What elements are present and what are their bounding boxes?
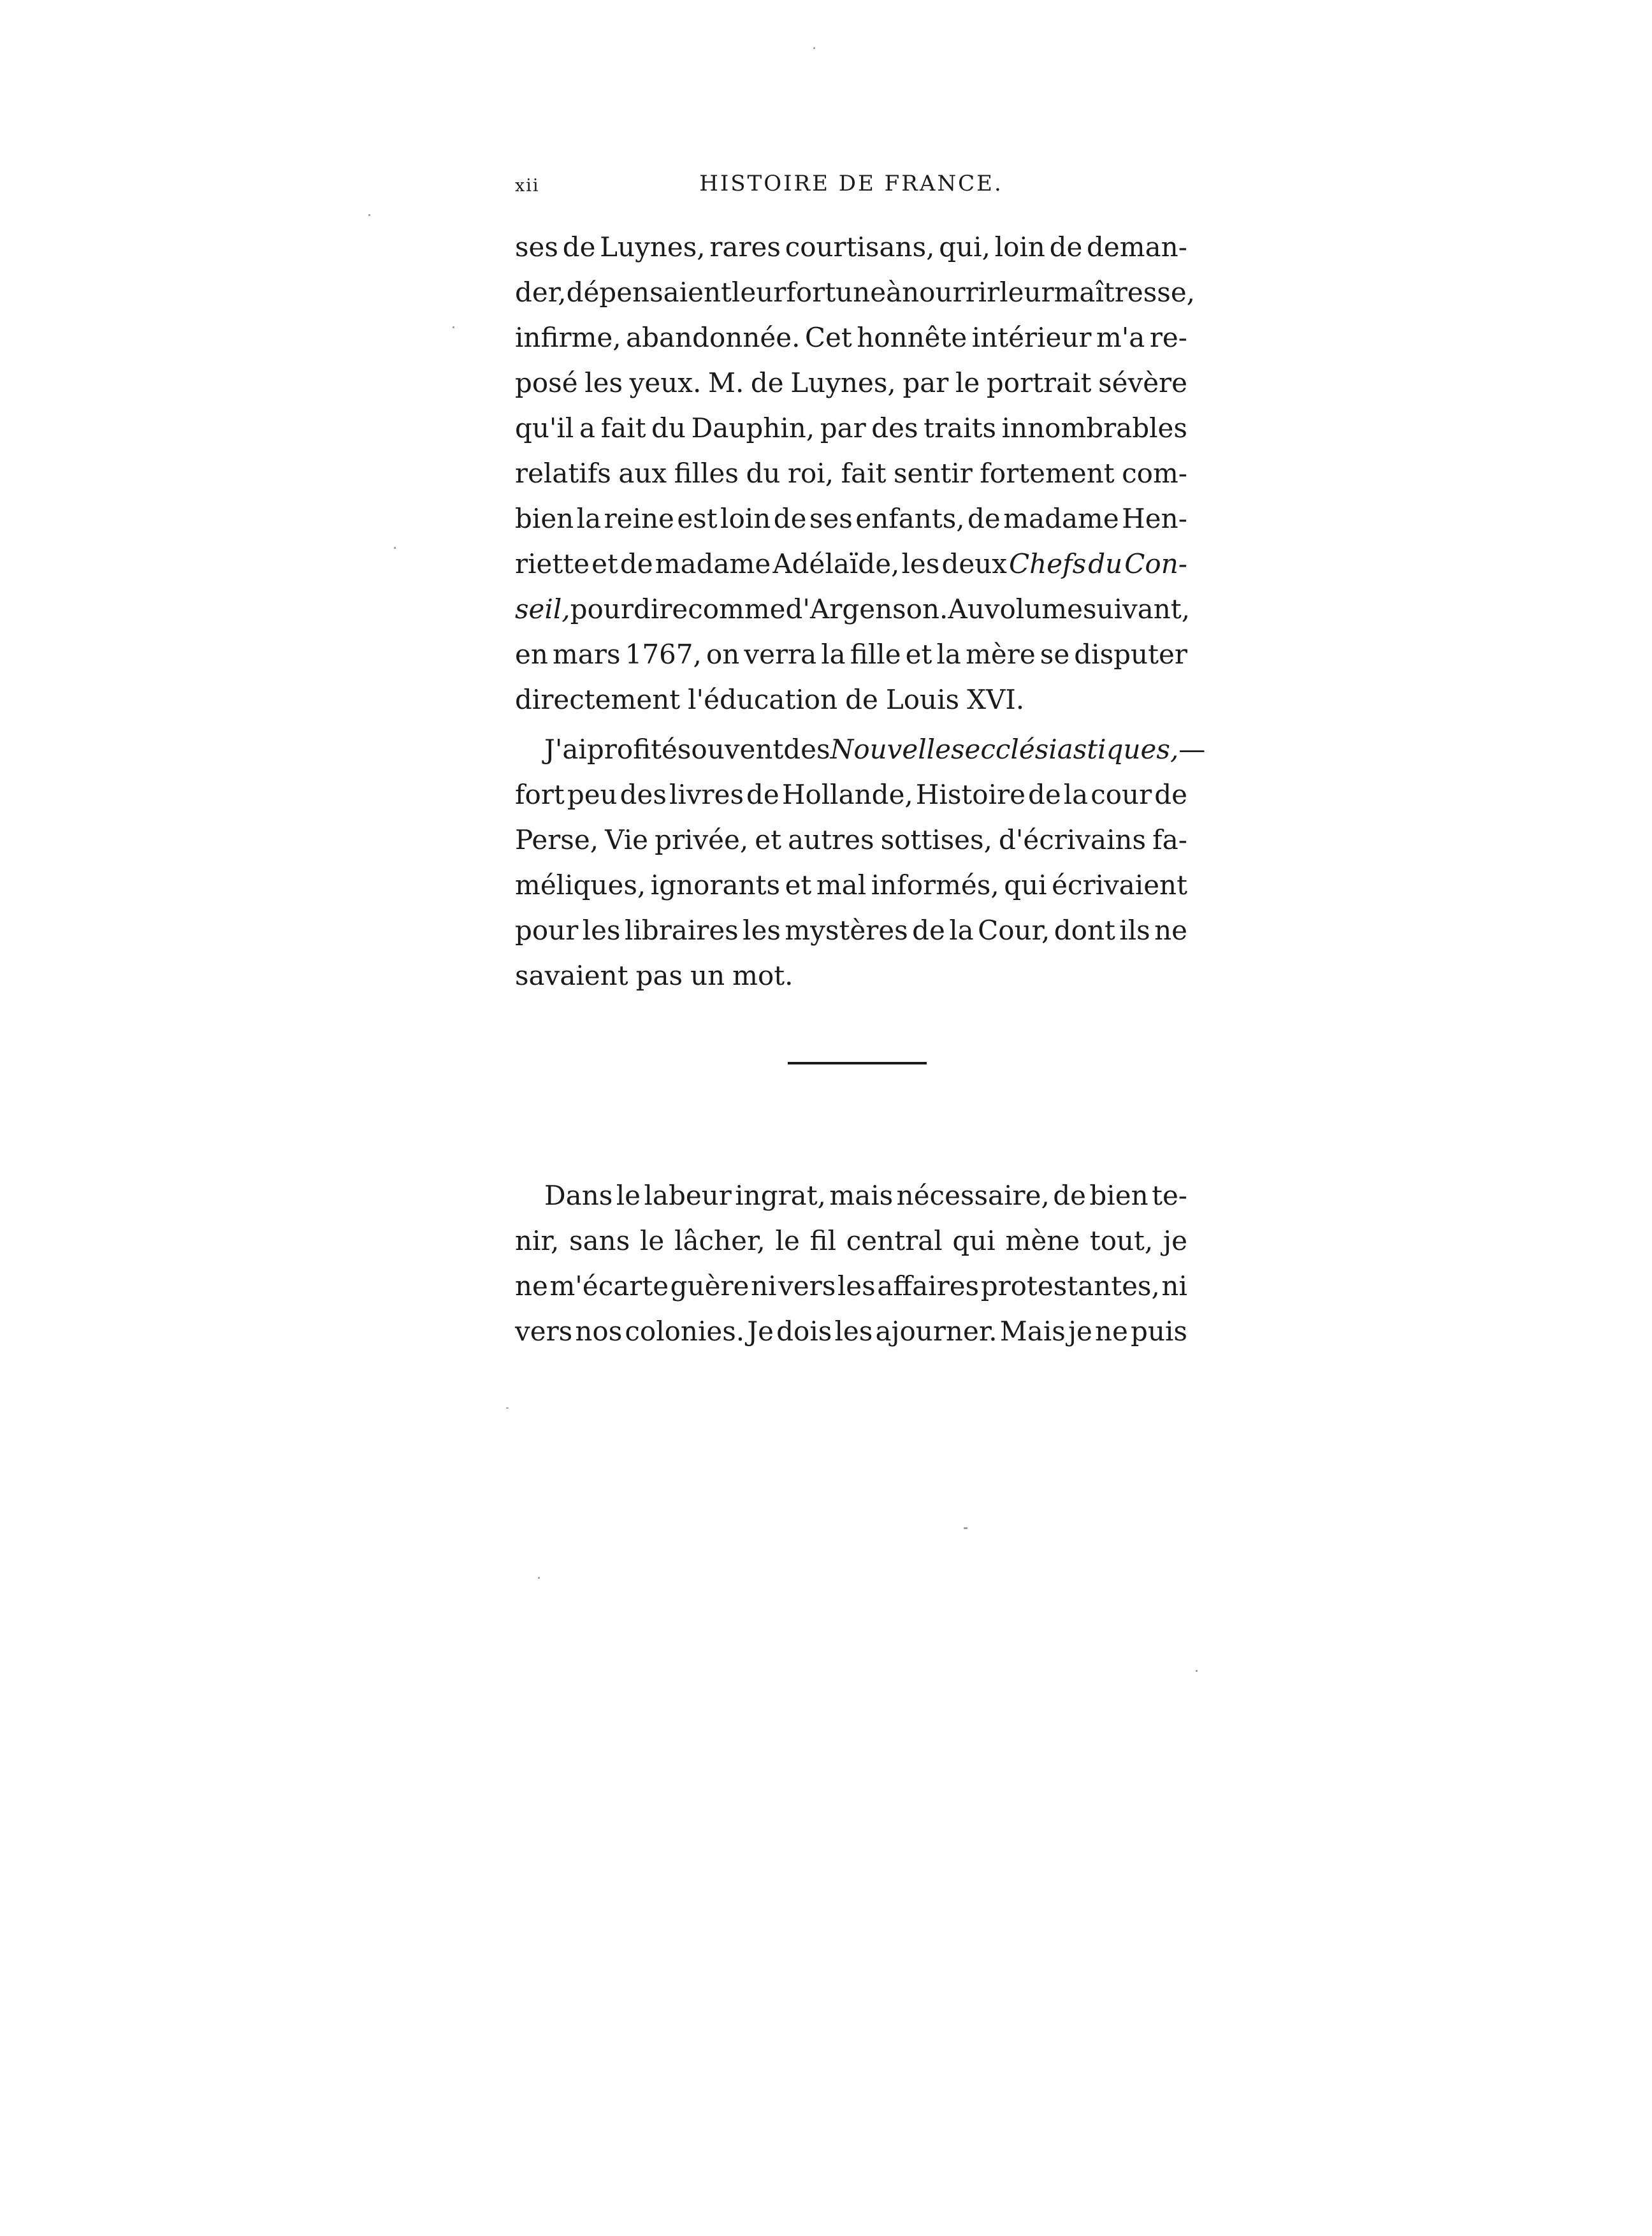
scan-speck — [506, 1407, 509, 1409]
word: Cour, — [978, 915, 1050, 946]
text-line — [515, 1263, 1187, 1309]
word: Con- — [1124, 548, 1187, 579]
word: m'écarte — [549, 1270, 669, 1302]
word: madame — [655, 548, 771, 579]
word: Adélaïde, — [772, 548, 900, 579]
word: mène — [1005, 1225, 1080, 1256]
word: du — [1088, 548, 1123, 579]
page-number: xii — [515, 176, 540, 196]
scan-speck — [453, 326, 454, 328]
word: un — [690, 960, 725, 991]
word: aux — [618, 458, 667, 489]
word: nourrir — [902, 277, 1000, 308]
word: relatifs — [515, 458, 611, 489]
text-line — [515, 315, 1187, 360]
scan-speck — [964, 1527, 967, 1529]
word: pour — [515, 915, 579, 946]
word: loin — [994, 231, 1045, 263]
word: des — [871, 412, 918, 444]
paragraph-labeur — [515, 1173, 1187, 1354]
word: innombrables — [1001, 412, 1187, 444]
word: fortune — [786, 277, 887, 308]
word: ajourner. — [875, 1316, 997, 1347]
word: de — [1053, 1180, 1086, 1211]
word: fa- — [1152, 824, 1187, 855]
word: fort — [515, 779, 565, 810]
word: on — [706, 639, 740, 670]
word: écrivaient — [1052, 869, 1187, 901]
scan-speck — [538, 1577, 540, 1579]
word: intérieur — [971, 322, 1092, 353]
word: se — [1040, 639, 1070, 670]
word: mais — [829, 1180, 894, 1211]
word: tout, — [1089, 1225, 1154, 1256]
word: der, — [515, 277, 567, 308]
word: méliques, — [515, 869, 646, 901]
word: Au — [948, 593, 985, 625]
word: qui — [1004, 869, 1047, 901]
word: fortement — [980, 458, 1115, 489]
word: du — [651, 412, 686, 444]
text-line — [515, 270, 1196, 315]
text-line — [515, 586, 1191, 632]
running-title: HISTOIRE DE FRANCE. — [699, 171, 1003, 196]
word: le — [616, 1180, 641, 1211]
word: re- — [1149, 322, 1187, 353]
word: d'écrivains — [998, 824, 1147, 855]
word: — — [1178, 734, 1206, 765]
word: reine — [604, 503, 674, 534]
word: ecclésiastiques, — [964, 734, 1179, 765]
word: ni — [750, 1270, 777, 1302]
word: ni — [1161, 1270, 1187, 1302]
word: de — [773, 503, 807, 534]
word: la — [576, 503, 602, 534]
text-line — [515, 1309, 1187, 1354]
word: rares — [709, 231, 781, 263]
word: maîtresse, — [1054, 277, 1196, 308]
text-line — [515, 451, 1187, 496]
word: je — [1068, 1316, 1092, 1347]
word: mère — [966, 639, 1036, 670]
scan-speck — [1196, 1670, 1198, 1672]
scan-speck — [368, 214, 370, 216]
word: Louis — [885, 684, 960, 715]
word: livres — [669, 779, 744, 810]
word: ses — [515, 231, 558, 263]
word: par — [902, 367, 949, 398]
word: les — [584, 367, 623, 398]
word: volume — [984, 593, 1083, 625]
word: de — [967, 503, 1001, 534]
word: leur — [999, 277, 1054, 308]
word: la — [1063, 779, 1089, 810]
word: de — [845, 684, 878, 715]
word: de — [1027, 779, 1061, 810]
word: colonies. — [625, 1316, 745, 1347]
word: de — [562, 231, 596, 263]
text-line — [515, 772, 1187, 817]
word: ne — [1154, 915, 1187, 946]
word: souvent — [677, 734, 784, 765]
word: des — [620, 779, 667, 810]
word: le — [955, 367, 980, 398]
word: les — [743, 915, 781, 946]
word: de — [1049, 231, 1083, 263]
word: Dans — [544, 1180, 613, 1211]
word: des — [783, 734, 830, 765]
word: le — [640, 1225, 665, 1256]
word: et — [785, 869, 812, 901]
word: mystères — [785, 915, 908, 946]
word: M. — [707, 367, 744, 398]
word: fil — [809, 1225, 837, 1256]
word: et — [591, 548, 618, 579]
word: les — [834, 1316, 873, 1347]
word: verra — [744, 639, 817, 670]
text-line — [515, 677, 1187, 722]
word: ne — [1095, 1316, 1128, 1347]
word: peu — [567, 779, 618, 810]
word: Mais — [999, 1316, 1066, 1347]
word: la — [949, 915, 974, 946]
word: leur — [731, 277, 786, 308]
word: Luynes, — [600, 231, 706, 263]
word: nécessaire, — [896, 1180, 1050, 1211]
word: filles — [674, 458, 739, 489]
word: central — [846, 1225, 943, 1256]
text-line — [515, 817, 1187, 862]
word: dont — [1054, 915, 1115, 946]
word: traits — [924, 412, 997, 444]
text-line — [515, 224, 1187, 270]
word: les — [582, 915, 621, 946]
word: com- — [1122, 458, 1187, 489]
word: bien — [515, 503, 574, 534]
word: profité — [586, 734, 677, 765]
word: enfants, — [855, 503, 965, 534]
word: en — [515, 639, 548, 670]
word: affaires — [877, 1270, 980, 1302]
paragraph-luynes — [515, 224, 1196, 722]
word: qu'il — [515, 412, 574, 444]
word: de — [750, 367, 784, 398]
word: infirme, — [515, 322, 621, 353]
word: ses — [809, 503, 853, 534]
word: de — [746, 779, 779, 810]
word: courtisans, — [785, 231, 935, 263]
word: madame — [1003, 503, 1119, 534]
word: d'Argenson. — [785, 593, 948, 625]
word: libraires — [624, 915, 739, 946]
text-line — [515, 632, 1187, 677]
word: Hen- — [1122, 503, 1187, 534]
text-line — [515, 360, 1187, 405]
word: honnête — [857, 322, 967, 353]
word: abandonnée. — [626, 322, 801, 353]
scan-speck — [813, 47, 815, 49]
word: suivant, — [1082, 593, 1191, 625]
word: ignorants — [650, 869, 781, 901]
text-line — [515, 953, 1187, 998]
word: nos — [575, 1316, 623, 1347]
text-line — [515, 1218, 1187, 1263]
word: vers — [515, 1316, 573, 1347]
word: sévère — [1098, 367, 1187, 398]
word: les — [901, 548, 940, 579]
word: la — [936, 639, 961, 670]
word: comme — [688, 593, 786, 625]
word: directement — [515, 684, 681, 715]
text-line — [515, 541, 1187, 586]
word: qui, — [939, 231, 990, 263]
word: Dauphin, — [691, 412, 815, 444]
word: Hollande, — [781, 779, 913, 810]
word: labeur — [644, 1180, 732, 1211]
text-line — [515, 862, 1187, 908]
word: deux — [941, 548, 1007, 579]
word: guère — [670, 1270, 750, 1302]
word: te- — [1152, 1180, 1187, 1211]
word: savaient — [515, 960, 628, 991]
word: puis — [1131, 1316, 1187, 1347]
word: J'ai — [544, 734, 587, 765]
word: ne — [515, 1270, 548, 1302]
word: bien — [1089, 1180, 1148, 1211]
word: loin — [720, 503, 771, 534]
word: sans — [569, 1225, 630, 1256]
section-separator-rule — [788, 1062, 927, 1064]
word: de — [1154, 779, 1187, 810]
word: de — [620, 548, 653, 579]
text-line — [515, 1173, 1187, 1218]
word: ingrat, — [735, 1180, 826, 1211]
word: Luynes, — [790, 367, 896, 398]
word: roi, — [787, 458, 834, 489]
word: est — [677, 503, 718, 534]
word: qui — [952, 1225, 996, 1256]
word: par — [820, 412, 866, 444]
word: XVI. — [967, 684, 1025, 715]
word: Nouvelles — [830, 734, 965, 765]
word: fille — [850, 639, 901, 670]
word: informés, — [871, 869, 999, 901]
word: 1767, — [625, 639, 702, 670]
word: cour — [1090, 779, 1152, 810]
word: privée, — [655, 824, 749, 855]
word: Histoire — [915, 779, 1025, 810]
word: portrait — [986, 367, 1092, 398]
word: riette — [515, 548, 590, 579]
word: mal — [816, 869, 867, 901]
word: Vie — [605, 824, 649, 855]
word: pas — [635, 960, 683, 991]
word: mot. — [732, 960, 793, 991]
word: lâcher, — [674, 1225, 765, 1256]
word: Je — [747, 1316, 774, 1347]
word: protestantes, — [980, 1270, 1160, 1302]
word: du — [746, 458, 781, 489]
page-header — [515, 171, 1187, 209]
word: dois — [776, 1316, 832, 1347]
word: à — [886, 277, 902, 308]
word: mars — [553, 639, 621, 670]
word: fait — [600, 412, 646, 444]
word: de — [912, 915, 945, 946]
word: yeux. — [629, 367, 702, 398]
word: Chefs — [1009, 548, 1087, 579]
text-line — [515, 727, 1206, 772]
word: pour — [570, 593, 634, 625]
word: le — [775, 1225, 800, 1256]
text-line — [515, 908, 1187, 953]
word: seil, — [515, 593, 570, 625]
word: autres — [788, 824, 874, 855]
word: sentir — [894, 458, 973, 489]
word: Perse, — [515, 824, 599, 855]
word: dire — [633, 593, 688, 625]
word: m'a — [1096, 322, 1145, 353]
text-line — [515, 405, 1187, 451]
word: sottises, — [880, 824, 992, 855]
word: fait — [841, 458, 887, 489]
word: deman- — [1087, 231, 1187, 263]
text-line — [515, 496, 1187, 541]
word: et — [905, 639, 932, 670]
word: a — [579, 412, 595, 444]
word: posé — [515, 367, 578, 398]
scan-speck — [394, 547, 396, 549]
word: l'éducation — [688, 684, 838, 715]
word: nir, — [515, 1225, 560, 1256]
word: la — [821, 639, 846, 670]
word: je — [1163, 1225, 1187, 1256]
word: disputer — [1074, 639, 1187, 670]
word: et — [755, 824, 782, 855]
word: ils — [1119, 915, 1150, 946]
paragraph-nouvelles — [515, 727, 1206, 998]
word: dépensaient — [566, 277, 732, 308]
word: les — [837, 1270, 876, 1302]
word: vers — [778, 1270, 836, 1302]
word: Cet — [804, 322, 852, 353]
